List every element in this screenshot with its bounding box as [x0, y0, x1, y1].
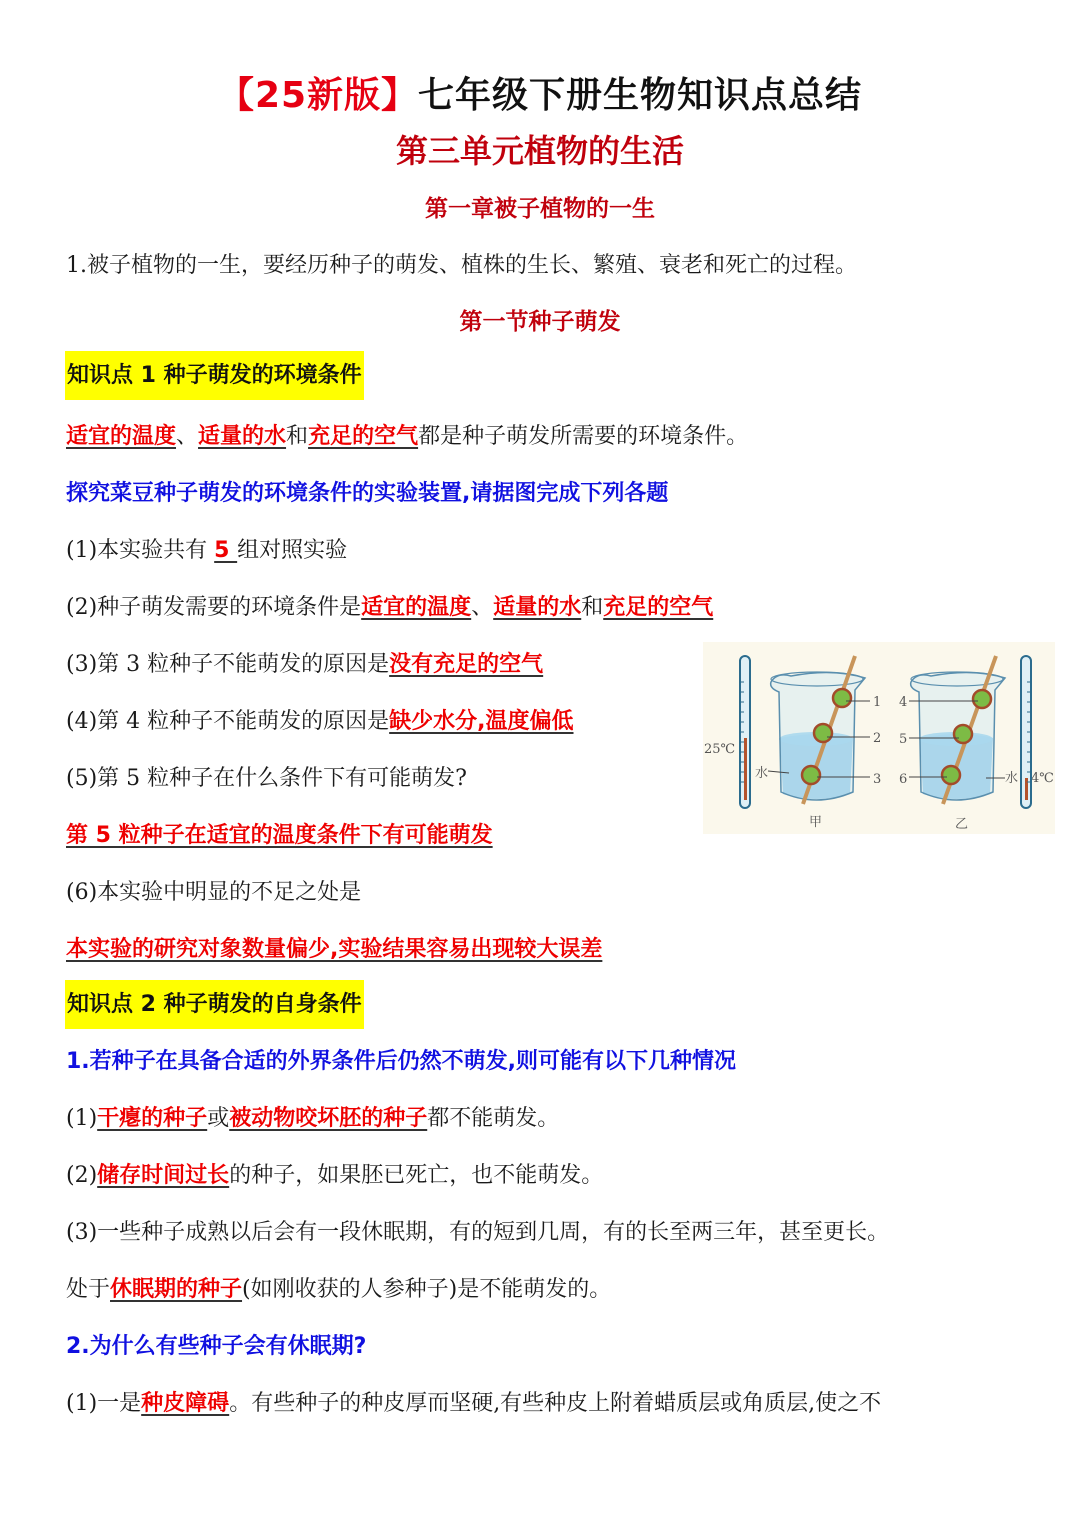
question-5-answer-text: 第 5 粒种子在适宜的温度条件下有可能萌发: [66, 823, 493, 848]
beaker-right-icon: [909, 656, 1005, 804]
answer-damaged-embryo: 被动物咬坏胚的种子: [229, 1106, 428, 1131]
question-6-answer-text: 本实验的研究对象数量偏少,实验结果容易出现较大误差: [66, 937, 603, 962]
question-2: [66, 591, 713, 625]
kp1-summary: [66, 420, 748, 454]
item-tail: (如刚收获的人参种子)是不能萌发的。: [242, 1277, 612, 1302]
question-3-text: (3)第 3 粒种子不能萌发的原因是: [66, 652, 390, 677]
right-beaker-label: 乙: [955, 817, 969, 832]
reason-lead: (1)一是: [66, 1391, 142, 1416]
beaker-left-icon: [768, 656, 870, 804]
seed-label-5: 5: [899, 732, 908, 747]
item-number: (2): [66, 1163, 98, 1188]
question-6-answer: [66, 933, 602, 967]
question-2-answer-air: 充足的空气: [603, 595, 714, 620]
thermometer-right-icon: [1021, 656, 1031, 808]
answer-long-storage: 储存时间过长: [97, 1163, 230, 1188]
seed-label-1: 1: [873, 695, 882, 710]
item-tail: 的种子，如果胚已死亡，也不能萌发。: [229, 1163, 604, 1188]
question-1-text: (1)本实验共有: [66, 538, 215, 563]
question-4-text: (4)第 4 粒种子不能萌发的原因是: [66, 709, 390, 734]
answer-air: 充足的空气: [308, 424, 419, 449]
left-water-label: 水: [755, 766, 769, 781]
question-3: [66, 648, 543, 682]
left-beaker-label: 甲: [809, 815, 823, 830]
right-water-label: 水: [1005, 771, 1019, 786]
separator: 、: [471, 595, 494, 620]
knowledge-point-1-heading: 知识点 1 种子萌发的环境条件: [65, 351, 364, 400]
question-4: [66, 705, 574, 739]
intro-paragraph: 1.被子植物的一生，要经历种子的萌发、植株的生长、繁殖、衰老和死亡的过程。: [66, 253, 857, 278]
kp2-question-1-title: 1.若种子在具备合适的外界条件后仍然不萌发,则可能有以下几种情况: [66, 1049, 737, 1074]
experiment-figure: [703, 642, 1055, 834]
document-title: [0, 70, 1080, 122]
separator: 、: [176, 424, 199, 449]
kp2-item-3: (3)一些种子成熟以后会有一段休眠期，有的短到几周，有的长至两三年，甚至更长。: [66, 1220, 890, 1245]
unit-title: 第三单元植物的生活: [395, 132, 684, 170]
kp2-item-3-continued: [66, 1273, 611, 1307]
section-title: 第一节种子萌发: [459, 309, 621, 335]
reason-tail: 。有些种子的种皮厚而坚硬,有些种皮上附着蜡质层或角质层,使之不: [229, 1391, 882, 1416]
question-2-answer-temperature: 适宜的温度: [361, 595, 472, 620]
answer-seed-coat-barrier: 种皮障碍: [141, 1391, 230, 1416]
seed-label-4: 4: [899, 695, 908, 710]
question-5-answer: [66, 819, 493, 853]
question-1-answer: 5: [214, 538, 238, 563]
question-5: (5)第 5 粒种子在什么条件下有可能萌发?: [66, 766, 467, 791]
kp2-question-2-title: 2.为什么有些种子会有休眠期?: [66, 1334, 367, 1359]
thermometer-left-icon: [740, 656, 750, 808]
kp2-item-2: [66, 1159, 603, 1193]
question-2-text: (2)种子萌发需要的环境条件是: [66, 595, 362, 620]
title-edition-tag: 【25新版】: [217, 75, 419, 116]
answer-water: 适量的水: [198, 424, 287, 449]
item-tail: 都不能萌发。: [427, 1106, 560, 1131]
conjunction: 或: [207, 1106, 230, 1131]
seed-label-6: 6: [899, 772, 908, 787]
conjunction: 和: [286, 424, 309, 449]
kp2-reason-1: [66, 1387, 881, 1421]
answer-temperature: 适宜的温度: [66, 424, 177, 449]
question-1: [66, 534, 347, 568]
question-2-answer-water: 适量的水: [493, 595, 582, 620]
summary-tail: 都是种子萌发所需要的环境条件。: [418, 424, 749, 449]
right-temperature-label: 4℃: [1031, 771, 1054, 786]
item-lead: 处于: [66, 1277, 111, 1302]
title-main-text: 七年级下册生物知识点总结: [418, 75, 863, 116]
item-number: (1): [66, 1106, 98, 1131]
experiment-prompt: 探究菜豆种子萌发的环境条件的实验装置,请据图完成下列各题: [66, 481, 669, 506]
left-temperature-label: 25℃: [704, 742, 736, 757]
knowledge-point-2-heading: 知识点 2 种子萌发的自身条件: [65, 980, 364, 1029]
answer-dormant-seed: 休眠期的种子: [110, 1277, 243, 1302]
question-4-answer: 缺少水分,温度偏低: [389, 709, 574, 734]
answer-shriveled-seed: 干瘪的种子: [97, 1106, 208, 1131]
kp2-item-1: [66, 1102, 559, 1136]
question-3-answer: 没有充足的空气: [389, 652, 544, 677]
question-6: (6)本实验中明显的不足之处是: [66, 880, 362, 905]
chapter-title: 第一章被子植物的一生: [425, 196, 655, 222]
seed-label-2: 2: [873, 731, 882, 746]
question-1-tail: 组对照实验: [237, 538, 348, 563]
seed-label-3: 3: [873, 772, 882, 787]
conjunction: 和: [581, 595, 604, 620]
beaker-experiment-diagram: [703, 642, 1055, 834]
